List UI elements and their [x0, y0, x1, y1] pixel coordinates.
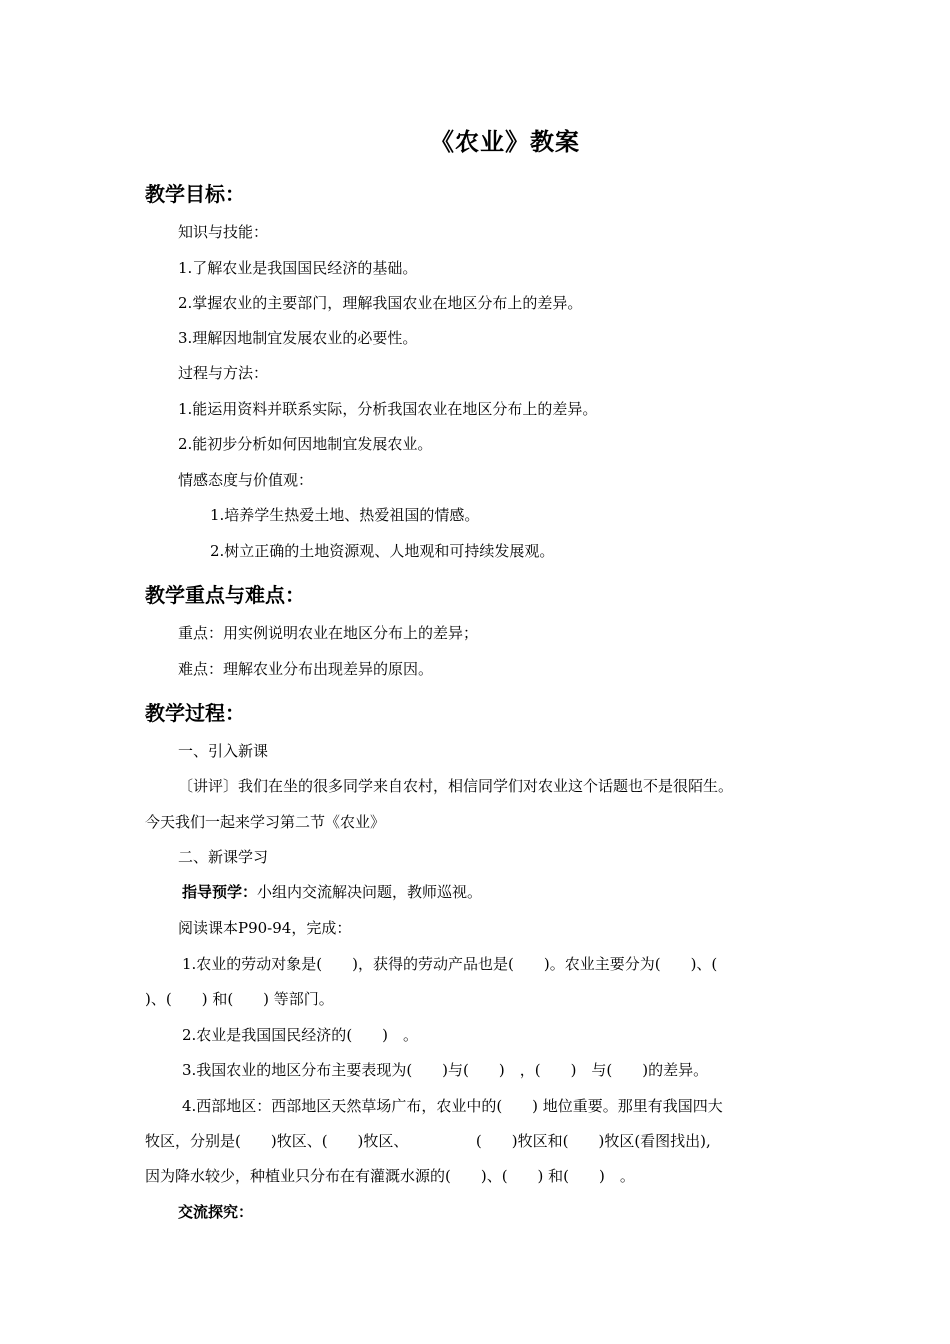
step1-line-1: 〔讲评〕我们在坐的很多同学来自农村，相信同学们对农业这个话题也不是很陌生。: [178, 777, 734, 795]
knowledge-item-2: 2.掌握农业的主要部门，理解我国农业在地区分布上的差异。: [178, 294, 583, 312]
heading-objectives: 教学目标：: [145, 182, 245, 206]
knowledge-item-3: 3.理解因地制宜发展农业的必要性。: [178, 329, 418, 347]
guide-paragraph: [182, 882, 482, 902]
step2-label: 二、新课学习: [178, 848, 269, 866]
emotion-label: 情感态度与价值观：: [178, 471, 314, 489]
question-1-line-2: )、( ) 和( ) 等部门。: [145, 990, 334, 1008]
question-2: 2.农业是我国国民经济的( ) 。: [182, 1026, 419, 1044]
exchange-heading: 交流探究：: [178, 1203, 254, 1221]
difficulty-text: 难点：理解农业分布出现差异的原因。: [178, 660, 434, 678]
keypoint-text: 重点：用实例说明农业在地区分布上的差异；: [178, 624, 479, 642]
knowledge-item-1: 1.了解农业是我国国民经济的基础。: [178, 259, 418, 277]
process-item-2: 2.能初步分析如何因地制宜发展农业。: [178, 435, 433, 453]
heading-teaching-process: 教学过程：: [145, 701, 245, 725]
guide-text: 小组内交流解决问题，教师巡视。: [257, 883, 483, 901]
knowledge-label: 知识与技能：: [178, 223, 269, 241]
step1-label: 一、引入新课: [178, 742, 269, 760]
question-3: 3.我国农业的地区分布主要表现为( )与( ) ，( ) 与( )的差异。: [182, 1061, 709, 1079]
heading-keypoints: 教学重点与难点：: [145, 583, 305, 607]
process-item-1: 1.能运用资料并联系实际，分析我国农业在地区分布上的差异。: [178, 400, 598, 418]
guide-bold-label: 指导预学：: [182, 883, 258, 901]
question-4-line-3: 因为降水较少，种植业只分布在有灌溉水源的( )、( ) 和( ) 。: [145, 1167, 635, 1185]
process-label: 过程与方法：: [178, 364, 269, 382]
page-title: 《农业》教案: [430, 128, 580, 156]
emotion-item-2: 2.树立正确的土地资源观、人地观和可持续发展观。: [210, 542, 555, 560]
question-4-line-2: 牧区，分别是( )牧区、( )牧区、 ( )牧区和( )牧区(看图找出),: [145, 1132, 711, 1150]
question-4-line-1: 4.西部地区：西部地区天然草场广布，农业中的( ) 地位重要。那里有我国四大: [182, 1097, 723, 1115]
step1-line-2: 今天我们一起来学习第二节《农业》: [145, 813, 386, 831]
question-1-line-1: 1.农业的劳动对象是( )，获得的劳动产品也是( )。农业主要分为( )、(: [182, 955, 718, 973]
reading-instruction: 阅读课本P90-94，完成：: [178, 919, 352, 937]
emotion-item-1: 1.培养学生热爱土地、热爱祖国的情感。: [210, 506, 480, 524]
